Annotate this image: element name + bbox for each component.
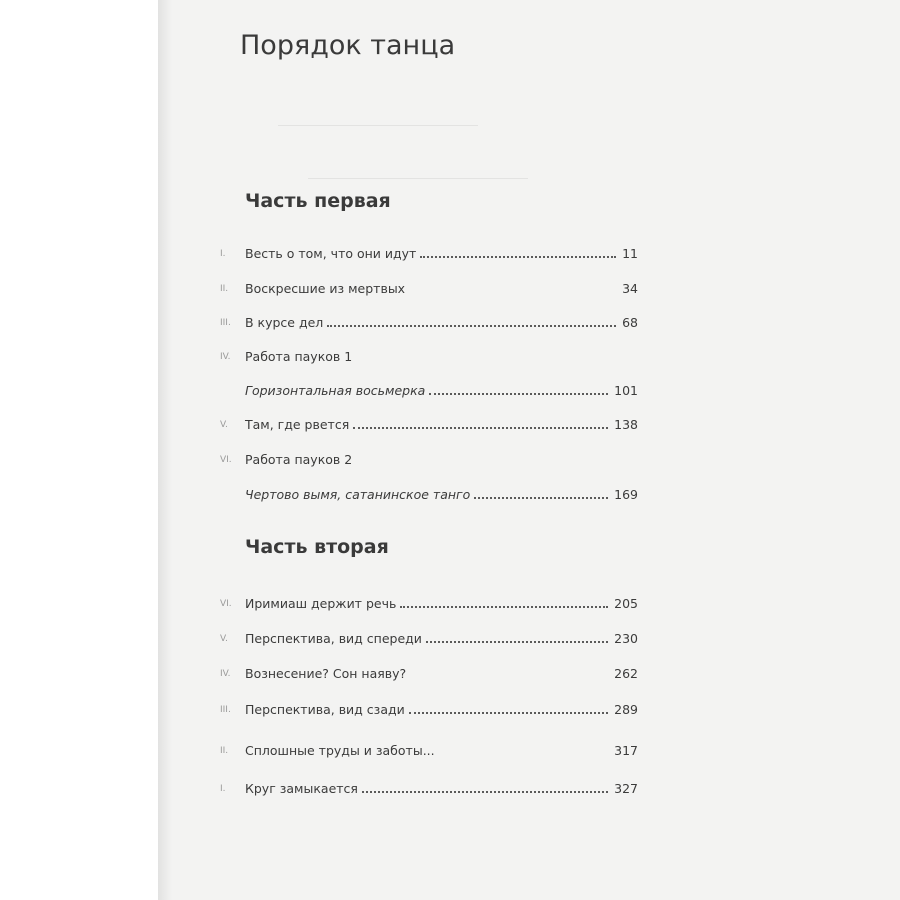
page-number: 289 xyxy=(614,701,638,717)
chapter-title: Перспектива, вид сзади xyxy=(245,701,405,717)
chapter-numeral: II. xyxy=(220,284,229,294)
chapter-title: Круг замыкается xyxy=(245,780,358,796)
page-number: 169 xyxy=(614,486,638,502)
dot-leader xyxy=(429,393,608,395)
toc-entry[interactable] xyxy=(220,377,638,397)
chapter-title: Иримиаш держит речь xyxy=(245,595,397,611)
chapter-numeral: II. xyxy=(220,746,229,756)
chapter-numeral: I. xyxy=(220,249,226,259)
bleed-through-shadow xyxy=(308,178,528,187)
dot-leader xyxy=(420,256,616,258)
chapter-title: Воскресшие из мертвых xyxy=(245,280,406,296)
chapter-title: Горизонтальная восьмерка xyxy=(245,382,426,398)
chapter-numeral xyxy=(220,396,245,397)
toc-entry[interactable] xyxy=(220,411,638,431)
dot-leader xyxy=(474,497,608,499)
dot-leader xyxy=(362,791,608,793)
bleed-through-shadow xyxy=(278,125,478,134)
chapter-title: В курсе дел xyxy=(245,314,324,330)
chapter-numeral: VI. xyxy=(220,455,232,465)
dot-leader xyxy=(409,712,608,714)
chapter-numeral: III. xyxy=(220,705,231,715)
dot-leader xyxy=(327,325,616,327)
toc-entry[interactable] xyxy=(220,660,638,680)
chapter-title: Весть о том, что они идут xyxy=(245,245,417,261)
chapter-numeral: IV. xyxy=(220,352,231,362)
chapter-numeral: III. xyxy=(220,318,231,328)
chapter-title: Там, где рвется xyxy=(245,416,350,432)
chapter-title: Работа пауков 2 xyxy=(245,451,353,467)
page-number: 327 xyxy=(614,780,638,796)
part-one-heading: Часть первая xyxy=(245,190,391,212)
chapter-title: Чертово вымя, сатанинское танго xyxy=(245,486,471,502)
toc-entry[interactable] xyxy=(220,696,638,716)
page-number: 205 xyxy=(614,595,638,611)
toc-entry[interactable] xyxy=(220,446,638,466)
dot-leader xyxy=(400,606,608,608)
chapter-numeral xyxy=(220,500,245,501)
page-number: 317 xyxy=(614,742,638,758)
chapter-numeral: V. xyxy=(220,634,228,644)
toc-entry[interactable] xyxy=(220,590,638,610)
chapter-numeral: VI. xyxy=(220,599,232,609)
chapter-numeral: V. xyxy=(220,420,228,430)
chapter-title: Вознесение? Сон наяву? xyxy=(245,665,407,681)
toc-entry[interactable] xyxy=(220,275,638,295)
page-number: 138 xyxy=(614,416,638,432)
chapter-title: Перспектива, вид спереди xyxy=(245,630,422,646)
chapter-title: Сплошные труды и заботы... xyxy=(245,742,435,758)
page-number: 262 xyxy=(614,665,638,681)
toc-entry[interactable] xyxy=(220,240,638,260)
toc-entry[interactable] xyxy=(220,481,638,501)
page-number: 11 xyxy=(622,245,638,261)
page-number: 68 xyxy=(622,314,638,330)
dot-leader xyxy=(426,641,608,643)
toc-entry[interactable] xyxy=(220,343,638,363)
page-number: 34 xyxy=(622,280,638,296)
toc-entry[interactable] xyxy=(220,737,638,757)
book-page xyxy=(158,0,900,900)
page-number: 230 xyxy=(614,630,638,646)
toc-entry[interactable] xyxy=(220,775,638,795)
dot-leader xyxy=(353,427,608,429)
chapter-numeral: IV. xyxy=(220,669,231,679)
part-two-heading: Часть вторая xyxy=(245,536,389,558)
page-number: 101 xyxy=(614,382,638,398)
toc-entry[interactable] xyxy=(220,309,638,329)
chapter-title: Работа пауков 1 xyxy=(245,348,353,364)
toc-title: Порядок танца xyxy=(240,30,456,61)
chapter-numeral: I. xyxy=(220,784,226,794)
toc-entry[interactable] xyxy=(220,625,638,645)
